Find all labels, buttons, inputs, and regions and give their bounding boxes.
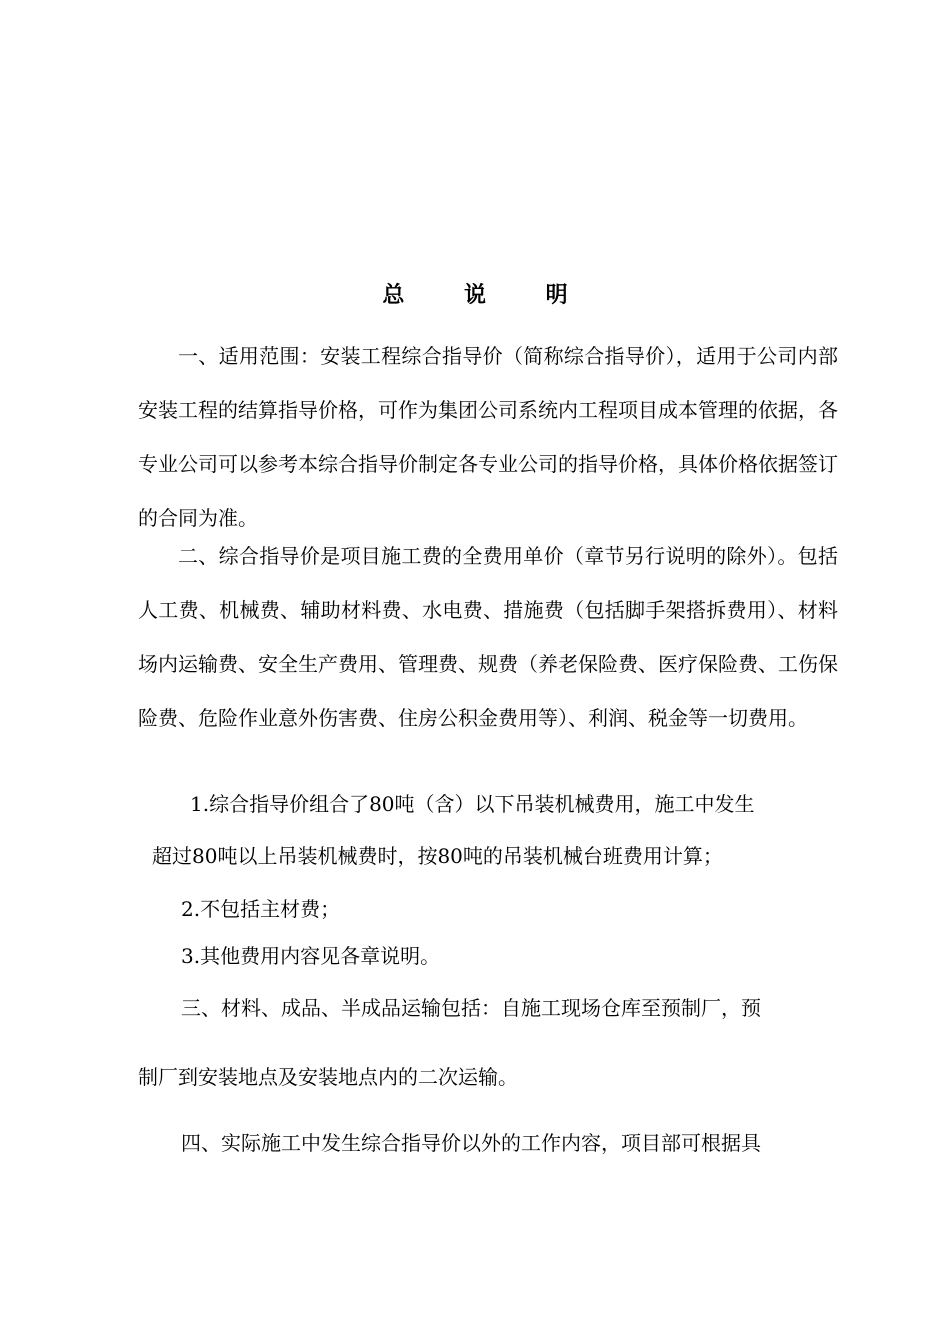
item-1-line-2: 超过80吨以上吊装机械费时，按80吨的吊装机械台班费用计算；	[152, 844, 723, 868]
paragraph-price-composition: 二、综合指导价是项目施工费的全费用单价（章节另行说明的除外）。包括人工费、机械费、辅助材料费、水电费、措施费（包括脚手架搭拆费用）、材料场内运输费、安全生产费用、管理费、规费（养老保险费、医疗保险费、工伤保险费、危险作业意外伤害费、住房公积金费用等）、利润、税金等一切费用。	[138, 544, 838, 730]
paragraph-item-2: 2.不包括主材费；	[181, 897, 341, 921]
item-1-line-1: 1.综合指导价组合了80吨（含）以下吊装机械费用，施工中发生	[190, 792, 755, 816]
paragraph-transport-line-2: 制厂到安装地点及安装地点内的二次运输。	[138, 1065, 518, 1089]
paragraph-extra-work: 四、实际施工中发生综合指导价以外的工作内容，项目部可根据具	[181, 1131, 761, 1155]
paragraph-item-1	[138, 777, 838, 883]
paragraph-item-3: 3.其他费用内容见各章说明。	[181, 944, 441, 968]
paragraph-transport-line-1: 三、材料、成品、半成品运输包括：自施工现场仓库至预制厂，预	[181, 996, 761, 1020]
paragraph-scope: 一、适用范围：安装工程综合指导价（简称综合指导价），适用于公司内部安装工程的结算指导价格，可作为集团公司系统内工程项目成本管理的依据，各专业公司可以参考本综合指导价制定各专业公司的指导价格，具体价格依据签订的合同为准。	[138, 344, 838, 530]
page-title: 总 说 明	[382, 282, 594, 308]
